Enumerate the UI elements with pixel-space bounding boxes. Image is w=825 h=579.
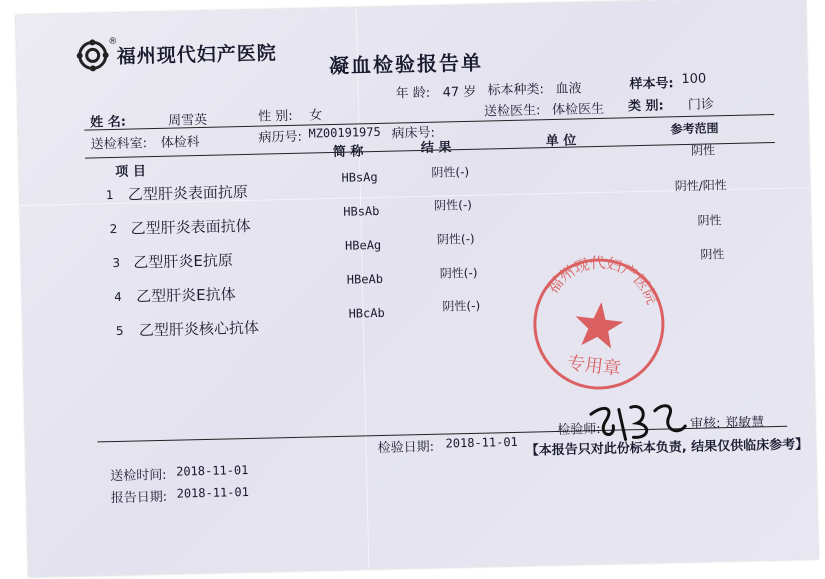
row-no: 5: [115, 323, 124, 338]
col-header-ref: 参考范围: [670, 121, 719, 137]
row-ref: 阴性: [697, 213, 722, 228]
record-no-value: MZ00191975: [308, 124, 381, 141]
gender-value: 女: [308, 108, 323, 124]
row-no: 1: [105, 187, 114, 203]
row-abbr: HBcAb: [348, 305, 385, 321]
disclaimer-note: 【本报告只对此份标本负责, 结果仅供临床参考】: [525, 437, 809, 459]
reviewer-label: 审核:: [690, 416, 721, 432]
registered-mark: ®: [108, 36, 118, 48]
row-abbr: HBsAg: [341, 169, 378, 185]
test-date-value: 2018-11-01: [445, 434, 518, 451]
report-title: 凝血检验报告单: [328, 50, 484, 79]
row-item-name: 乙型肝炎核心抗体: [138, 318, 260, 340]
row-result: 阴性(-): [439, 265, 478, 281]
dept-label: 送检科室:: [90, 136, 148, 153]
row-result: 阴性(-): [442, 298, 481, 314]
row-ref: 阴性/阳性: [674, 178, 727, 194]
category-value: 门诊: [687, 97, 715, 113]
row-ref: 阴性: [690, 143, 716, 158]
row-no: 4: [114, 289, 122, 304]
row-result: 阴性(-): [434, 197, 473, 213]
stamp-star-icon: [572, 299, 625, 349]
send-time-value: 2018-11-01: [175, 462, 249, 479]
col-header-unit: 单 位: [545, 133, 577, 150]
col-header-abbr: 简 称: [332, 144, 364, 160]
report-date-value: 2018-11-01: [176, 484, 250, 501]
report-paper: [16, 0, 819, 577]
specimen-type-value: 血液: [555, 81, 582, 97]
col-header-result: 结 果: [420, 140, 452, 156]
reviewer-value: 郑敏慧: [725, 415, 765, 432]
row-ref: 阴性: [700, 247, 725, 262]
row-result: 阴性(-): [431, 164, 470, 180]
row-abbr: HBeAb: [346, 271, 384, 287]
row-abbr: HBeAg: [344, 237, 382, 253]
name-label: 姓 名:: [90, 114, 127, 131]
paper-crease: [356, 7, 370, 569]
examiner-label: 检验师:: [557, 421, 601, 438]
stamp-text: 福州现代妇产医院: [543, 253, 662, 308]
row-no: 3: [112, 255, 121, 271]
record-no-label: 病历号:: [258, 129, 303, 146]
bed-label: 病床号:: [391, 125, 436, 142]
row-item-name: 乙型肝炎E抗体: [135, 285, 236, 306]
row-item-name: 乙型肝炎表面抗原: [127, 182, 249, 204]
gender-label: 性 别:: [257, 108, 293, 125]
specimen-type-label: 标本种类:: [487, 82, 545, 99]
dept-value: 体检科: [160, 135, 200, 151]
row-item-name: 乙型肝炎E抗原: [133, 251, 234, 272]
test-date-label: 检验日期:: [377, 439, 435, 457]
sample-no-label: 样本号:: [629, 76, 674, 93]
row-item-name: 乙型肝炎表面抗体: [130, 216, 251, 238]
hospital-logo-icon: [76, 39, 109, 72]
hospital-name: 福州现代妇产医院: [116, 42, 277, 68]
col-header-item: 项 目: [115, 164, 147, 180]
official-stamp: [521, 246, 676, 401]
svg-text:福州现代妇产医院: [543, 247, 667, 309]
stamp-bottom-text: 专用章: [565, 352, 622, 380]
doctor-label: 送检医生:: [483, 103, 541, 120]
report-date-label: 报告日期:: [110, 489, 168, 507]
age-label: 年 龄:: [395, 85, 431, 102]
age-value: 47 岁: [442, 84, 477, 101]
row-abbr: HBsAb: [343, 203, 380, 219]
row-no: 2: [109, 221, 118, 237]
name-value: 周雪英: [168, 112, 208, 129]
send-time-label: 送检时间:: [110, 467, 167, 485]
sample-no-value: 100: [681, 71, 707, 88]
doctor-value: 体检医生: [551, 101, 605, 119]
category-label: 类 别:: [627, 98, 664, 115]
row-result: 阴性(-): [436, 231, 475, 247]
